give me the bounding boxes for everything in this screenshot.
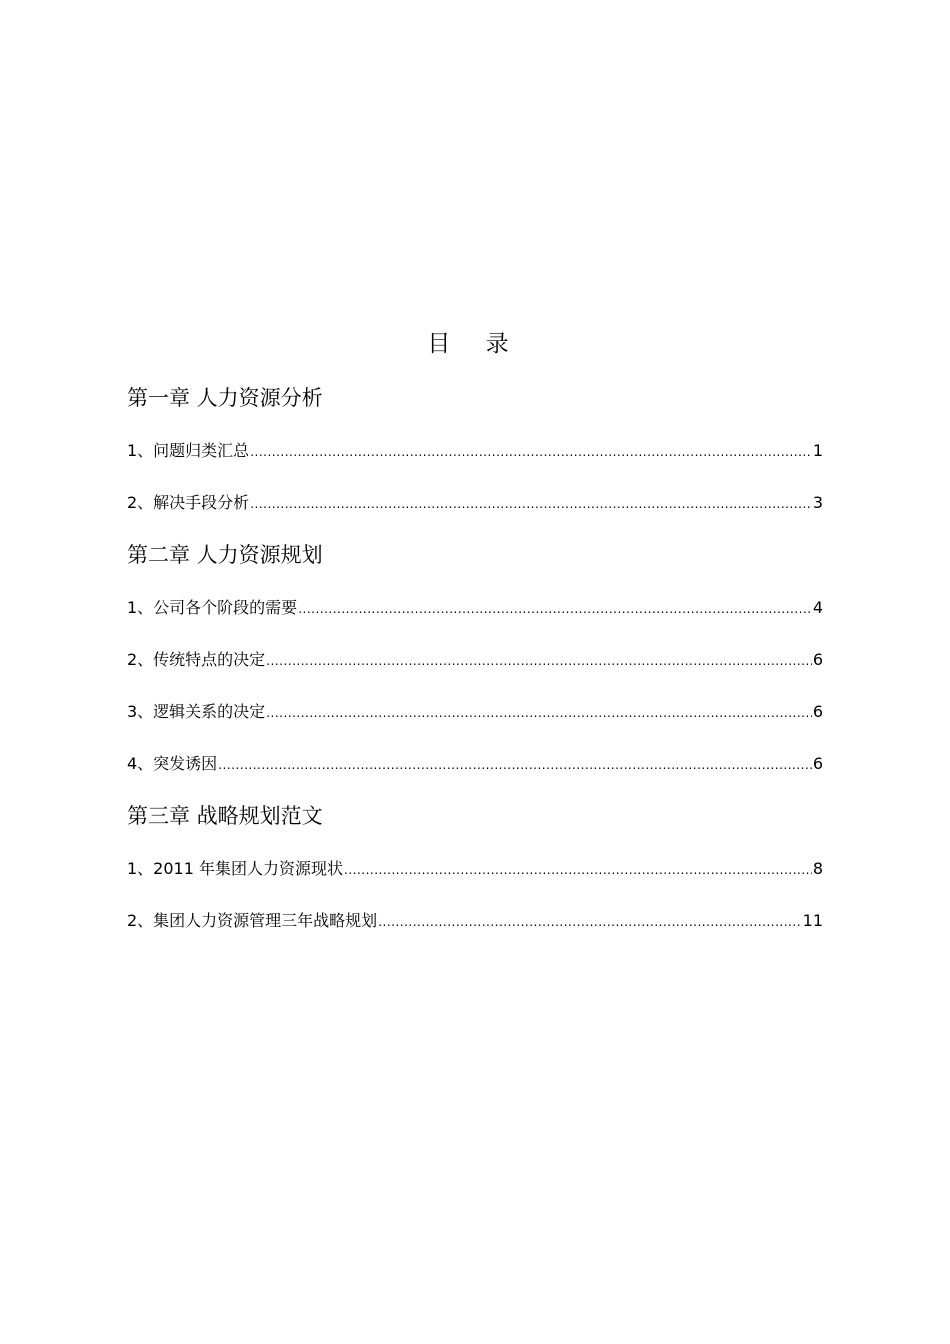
dot-leader bbox=[218, 753, 812, 777]
dot-leader bbox=[266, 701, 812, 725]
toc-entry-page: 8 bbox=[812, 859, 823, 878]
dot-leader bbox=[298, 597, 812, 621]
toc-entry-label: 4、突发诱因 bbox=[127, 754, 218, 773]
chapter-heading: 第一章 人力资源分析 bbox=[127, 386, 323, 410]
toc-entry-label: 1、2011 年集团人力资源现状 bbox=[127, 859, 343, 878]
dot-leader bbox=[266, 649, 812, 673]
toc-title: 目 录 bbox=[427, 331, 523, 357]
toc-entry-page: 4 bbox=[812, 598, 823, 617]
chapter-heading: 第三章 战略规划范文 bbox=[127, 804, 323, 828]
toc-entry-label: 3、逻辑关系的决定 bbox=[127, 702, 266, 721]
toc-entry[interactable] bbox=[127, 857, 823, 882]
toc-entry[interactable] bbox=[127, 648, 823, 673]
toc-entry-page: 6 bbox=[812, 702, 823, 721]
toc-entry-page: 6 bbox=[812, 754, 823, 773]
toc-entry-label: 1、问题归类汇总 bbox=[127, 441, 250, 460]
toc-entry[interactable] bbox=[127, 700, 823, 725]
toc-entry[interactable] bbox=[127, 439, 823, 464]
toc-entry-label: 1、公司各个阶段的需要 bbox=[127, 598, 298, 617]
toc-entry-label: 2、传统特点的决定 bbox=[127, 650, 266, 669]
toc-entry[interactable] bbox=[127, 491, 823, 516]
toc-entry-page: 6 bbox=[812, 650, 823, 669]
toc-entry-label: 2、解决手段分析 bbox=[127, 493, 250, 512]
dot-leader bbox=[344, 858, 812, 882]
toc-entry[interactable] bbox=[127, 909, 823, 934]
dot-leader bbox=[250, 440, 812, 464]
toc-entry-label: 2、集团人力资源管理三年战略规划 bbox=[127, 911, 378, 930]
toc-entry[interactable] bbox=[127, 752, 823, 777]
toc-entry[interactable] bbox=[127, 596, 823, 621]
dot-leader bbox=[378, 910, 801, 934]
toc-entry-page: 3 bbox=[812, 493, 823, 512]
toc-entry-page: 1 bbox=[812, 441, 823, 460]
toc-entry-page: 11 bbox=[802, 911, 823, 930]
dot-leader bbox=[250, 492, 812, 516]
chapter-heading: 第二章 人力资源规划 bbox=[127, 543, 323, 567]
